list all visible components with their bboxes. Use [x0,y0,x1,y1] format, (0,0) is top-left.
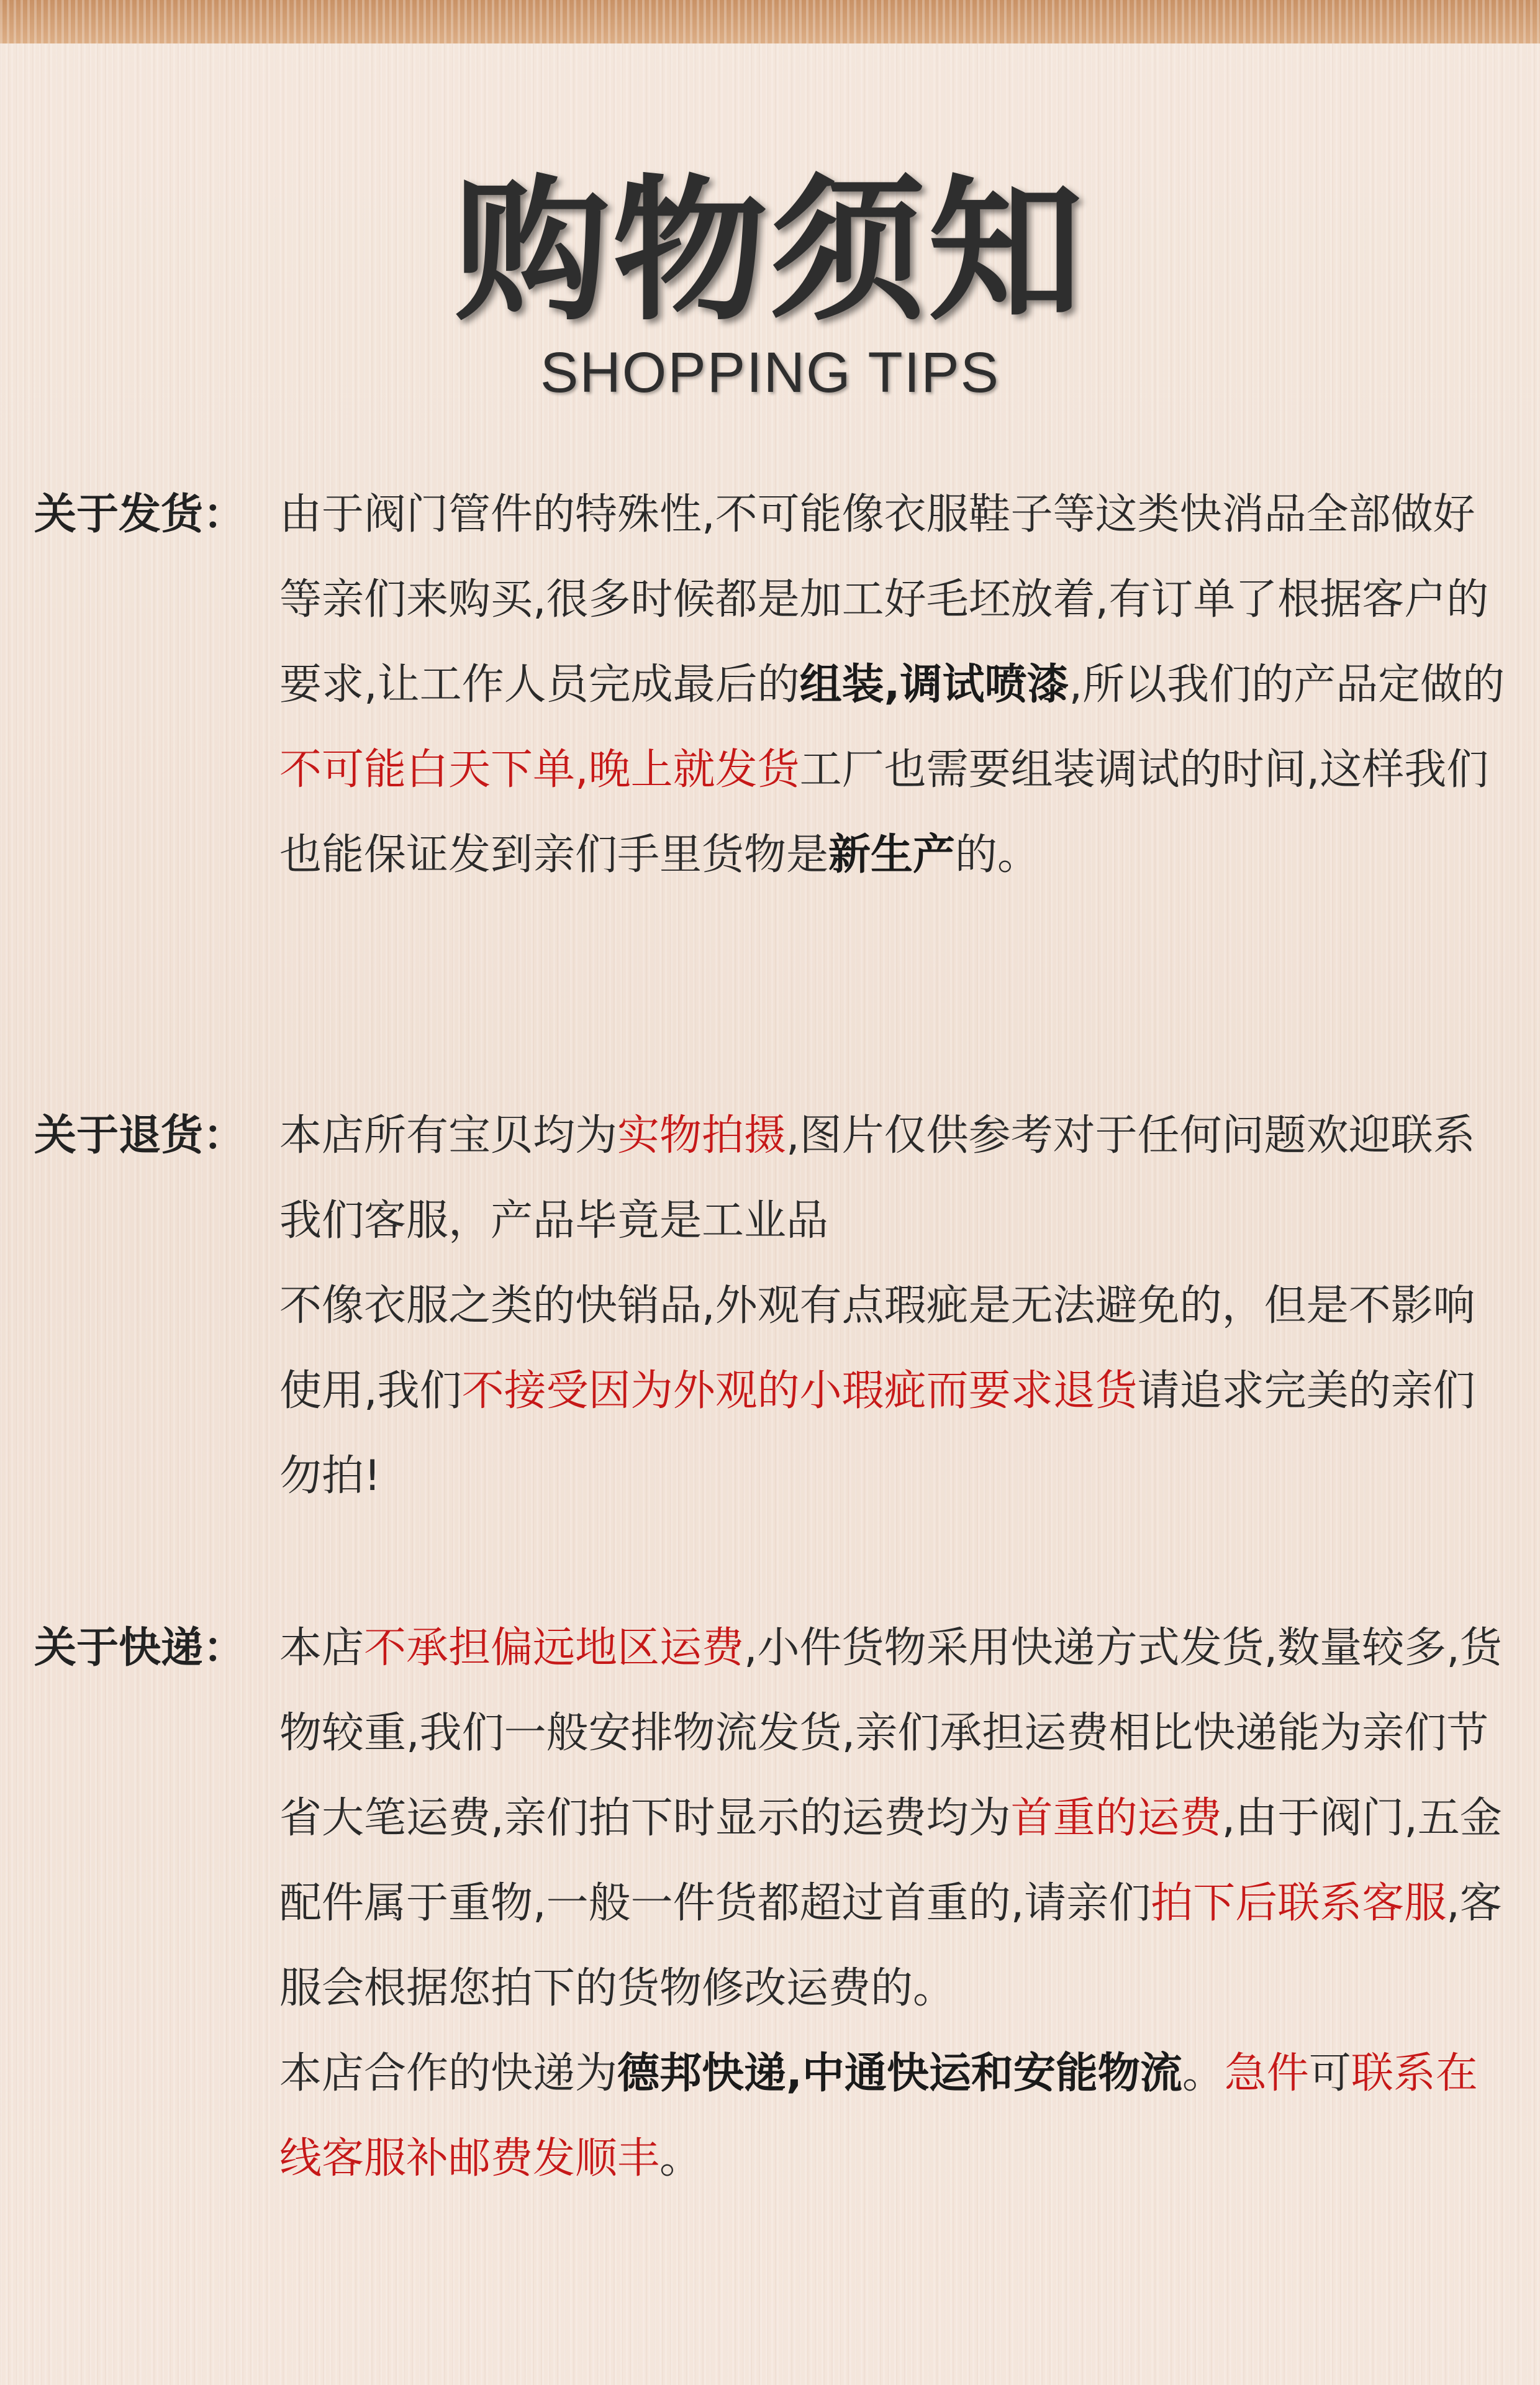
body-text: 请追求完美的亲们勿拍! [279,1366,1475,1501]
highlight-text: 不承担偏远地区运费 [364,1624,745,1673]
section-label-express: 关于快递： [34,1624,246,1673]
highlight-text: 联系在线客服补邮费发顺丰 [279,2049,1478,2183]
top-decorative-band [0,0,1540,43]
highlight-text: 不可能白天下单,晚上就发货 [279,745,800,794]
highlight-text: 急件 [1224,2049,1309,2098]
bold-text: 德邦快递,中通快运和安能物流 [617,2049,1182,2098]
body-text: 本店所有宝贝均为 [279,1111,618,1160]
body-text: 。 [1182,2049,1225,2098]
section-express [34,1606,1512,2286]
body-text: ,所以我们的产品定做的 [1069,660,1505,709]
bold-text: 组装,调试喷漆 [799,660,1069,709]
body-text: 本店 [279,1624,365,1673]
body-text: ,由于阀门,五金配件属于重物,一般一件货都超过首重的,请亲们 [279,1794,1502,1928]
page-subtitle: SHOPPING TIPS [540,341,1000,404]
body-text: 不像衣服之类的快销品,外观有点瑕疵是无法避免的，但是不影响使用,我们 [279,1281,1475,1415]
section-shipping [34,472,1512,983]
section-returns [34,1093,1512,1519]
highlight-text: 实物拍摄 [617,1111,787,1160]
paragraph [279,472,1512,897]
body-text: 。 [659,2134,702,2183]
highlight-text: 首重的运费 [1010,1794,1222,1843]
paragraph [279,1606,1512,2031]
bold-text: 新生产 [828,830,956,879]
page-title: 购物须知 [455,161,1085,342]
paragraph [279,1263,1512,1519]
highlight-text: 不接受因为外观的小瑕疵而要求退货 [461,1366,1138,1415]
body-text: 由于阀门管件的特殊性,不可能像衣服鞋子等这类快消品全部做好等亲们来购买,很多时候都是加工好毛坯放着,有订单了根据客户的要求,让工作人员完成最后的 [279,490,1489,709]
section-label-shipping: 关于发货： [34,490,246,539]
section-body-express [279,1606,1512,2201]
section-body-shipping [279,472,1512,897]
body-text: ,小件货物采用快递方式发货,数量较多,货物较重,我们一般安排物流发货,亲们承担运费相比快递能为亲们节省大笔运费,亲们拍下时显示的运费均为 [279,1624,1502,1843]
body-text: 本店合作的快递为 [279,2049,618,2098]
paragraph [279,1093,1512,1263]
body-text: 的。 [955,830,1040,879]
section-body-returns [279,1093,1512,1519]
body-text: 工厂也需要组装调试的时间,这样我们也能保证发到亲们手里货物是 [279,745,1489,879]
section-label-returns: 关于退货： [34,1111,246,1160]
highlight-text: 拍下后联系客服 [1151,1879,1447,1928]
body-text: 可 [1308,2049,1351,2098]
body-text: ,客服会根据您拍下的货物修改运费的。 [279,1879,1502,2013]
paragraph [279,2031,1512,2201]
body-text: ,图片仅供参考对于任何问题欢迎联系我们客服，产品毕竟是工业品 [279,1111,1475,1245]
